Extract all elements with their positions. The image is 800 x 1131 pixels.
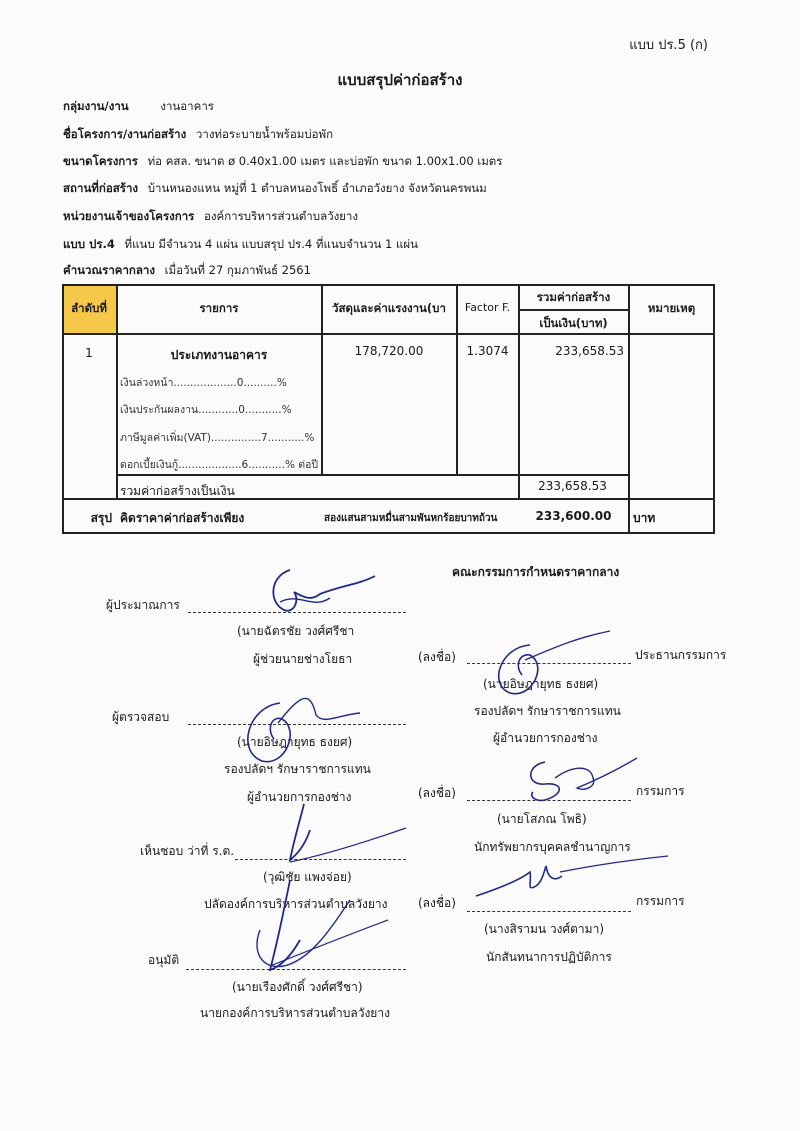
- summary-amount-words: สองแสนสามหมื่นสามพันหกร้อยบาทถ้วน: [324, 513, 498, 524]
- info-value: เมื่อวันที่ 27 กุมภาพันธ์ 2561: [164, 263, 311, 277]
- row-material-labor: 178,720.00: [354, 344, 424, 358]
- header-material-labor: วัสดุและค่าแรงงาน(บา: [332, 301, 446, 315]
- authorizer-name: (นายเรืองศักดิ์ วงศ์ศรีชา): [232, 980, 363, 994]
- condition-guarantee: เงินประกันผลงาน............0...........%: [120, 404, 292, 416]
- form-code: แบบ ปร.5 (ก): [629, 38, 708, 53]
- summary-unit: บาท: [633, 511, 656, 525]
- summary-amount: 233,600.00: [535, 509, 612, 523]
- member2-role: กรรมการ: [636, 894, 685, 908]
- member2-signature-scribble: [470, 852, 670, 902]
- authorizer-role: อนุมัติ: [148, 953, 180, 967]
- info-label: สถานที่ก่อสร้าง: [63, 181, 139, 195]
- approver-signature-scribble: [270, 800, 410, 880]
- condition-advance: เงินล่วงหน้า...................0..........%: [120, 377, 287, 389]
- row-item: ประเภทงานอาคาร: [170, 348, 268, 362]
- info-value: องค์การบริหารส่วนตำบลวังยาง: [204, 209, 358, 223]
- info-value: ท่อ คสล. ขนาด ø 0.40x1.00 เมตร และบ่อพัก ขนาด 1.00x1.00 เมตร: [147, 154, 503, 168]
- authorizer-signature-scribble: [230, 870, 390, 980]
- checker-position-2: ผู้อำนวยการกองช่าง: [247, 790, 352, 804]
- header-total-amount: เป็นเงิน(บาท): [539, 316, 608, 330]
- chair-position-1: รองปลัดฯ รักษาราชการแทน: [474, 704, 621, 718]
- header-no: ลำดับที่: [71, 301, 107, 315]
- info-attachments: [63, 236, 418, 254]
- estimator-role: ผู้ประมาณการ: [106, 598, 180, 612]
- info-label: กลุ่มงาน/งาน: [63, 99, 129, 113]
- estimator-signature-scribble: [250, 562, 390, 632]
- info-work-group: [63, 98, 214, 116]
- header-factor: Factor F.: [464, 301, 511, 314]
- chair-role: ประธานกรรมการ: [635, 648, 727, 662]
- approver-name: (วุฒิชัย แพงจ่อย): [263, 870, 352, 884]
- header-item: รายการ: [199, 301, 239, 315]
- member1-name: (นายโสภณ โพธิ): [497, 812, 587, 826]
- info-label: แบบ ปร.4: [63, 237, 115, 251]
- checker-role: ผู้ตรวจสอบ: [112, 710, 170, 724]
- info-project-name: [63, 126, 333, 144]
- row-factor: 1.3074: [466, 344, 509, 358]
- info-label: ชื่อโครงการ/งานก่อสร้าง: [63, 127, 187, 141]
- info-label: ขนาดโครงการ: [63, 154, 138, 168]
- condition-interest: ดอกเบี้ยเงินกู้...................6...........% ต่อปี: [120, 459, 319, 471]
- member1-role: กรรมการ: [636, 784, 685, 798]
- cost-summary-table: [62, 284, 715, 534]
- row-no: 1: [85, 346, 93, 360]
- info-value: วางท่อระบายน้ำพร้อมบ่อพัก: [195, 127, 334, 141]
- chair-name: (นายอิษฎายุทธ ธงยศ): [483, 677, 599, 691]
- estimator-position: ผู้ช่วยนายช่างโยธา: [253, 652, 353, 666]
- info-label: คำนวณราคากลาง: [63, 263, 156, 277]
- info-calc-date: [63, 262, 311, 280]
- info-value: ที่แนบ มีจำนวน 4 แผ่น แบบสรุป ปร.4 ที่แนบจำนวน 1 แผ่น: [124, 237, 419, 251]
- info-value: บ้านหนองแหน หมู่ที่ 1 ตำบลหนองโพธิ์ อำเภอวังยาง จังหวัดนครพนม: [147, 181, 487, 195]
- chair-signature-scribble: [470, 625, 620, 705]
- document-title: แบบสรุปค่าก่อสร้าง: [337, 71, 463, 89]
- summary-text: คิดราคาค่าก่อสร้างเพียง: [120, 511, 245, 525]
- row-total: 233,658.53: [555, 344, 624, 358]
- summary-label: สรุป: [90, 511, 112, 525]
- member2-name: (นางสิรามน วงศ์ตามา): [484, 922, 604, 936]
- sum-label: รวมค่าก่อสร้างเป็นเงิน: [120, 484, 235, 498]
- checker-name: (นายอิษฎายุทธ ธงยศ): [237, 735, 353, 749]
- estimator-name: (นายฉัตรชัย วงศ์ศรีชา: [237, 624, 355, 638]
- info-project-size: [63, 153, 502, 171]
- info-owner: [63, 208, 358, 226]
- info-value: งานอาคาร: [160, 99, 214, 113]
- checker-position-1: รองปลัดฯ รักษาราชการแทน: [224, 762, 371, 776]
- info-location: [63, 180, 487, 198]
- chair-position-2: ผู้อำนวยการกองช่าง: [493, 731, 598, 745]
- member1-position: นักทรัพยากรบุคคลชำนาญการ: [474, 840, 631, 854]
- authorizer-position: นายกองค์การบริหารส่วนตำบลวังยาง: [200, 1006, 390, 1020]
- info-label: หน่วยงานเจ้าของโครงการ: [63, 209, 195, 223]
- condition-vat: ภาษีมูลค่าเพิ่ม(VAT)...............7...........%: [120, 432, 315, 444]
- committee-title: คณะกรรมการกำหนดราคากลาง: [452, 565, 620, 579]
- member2-position: นักสันทนาการปฏิบัติการ: [486, 950, 612, 964]
- checker-signature-scribble: [220, 685, 370, 770]
- header-remark: หมายเหตุ: [647, 301, 696, 315]
- member2-signature-line: [467, 911, 631, 912]
- header-total-group: รวมค่าก่อสร้าง: [536, 290, 611, 304]
- approver-position: ปลัดองค์การบริหารส่วนตำบลวังยาง: [204, 897, 388, 911]
- sum-value: 233,658.53: [538, 479, 607, 493]
- member1-sign-label: (ลงชื่อ): [418, 786, 456, 800]
- chair-sign-label: (ลงชื่อ): [418, 650, 456, 664]
- approver-role: เห็นชอบ ว่าที่ ร.ต.: [140, 844, 235, 858]
- member1-signature-scribble: [505, 748, 645, 808]
- member2-sign-label: (ลงชื่อ): [418, 896, 456, 910]
